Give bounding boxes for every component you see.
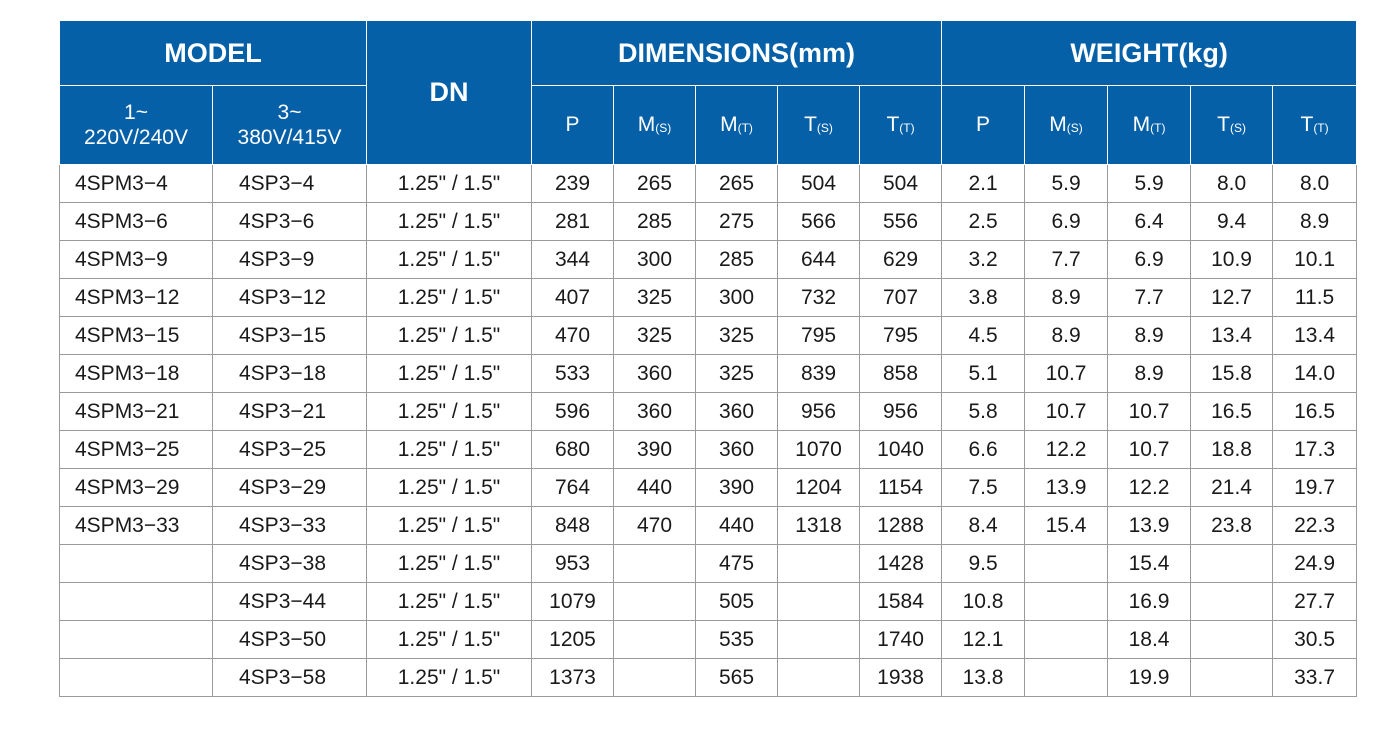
cell-weight-m-s: 10.7 (1025, 355, 1108, 393)
cell-dim-t-t: 858 (860, 355, 942, 393)
cell-weight-t-t: 11.5 (1273, 279, 1357, 317)
cell-weight-m-t: 6.4 (1108, 203, 1191, 241)
cell-dim-t-t: 1288 (860, 507, 942, 545)
table-row (60, 355, 1357, 393)
cell-dn: 1.25" / 1.5" (367, 583, 532, 621)
cell-model-1ph (60, 545, 213, 583)
weight-col-p: P (942, 86, 1025, 165)
cell-weight-m-s: 12.2 (1025, 431, 1108, 469)
cell-model-3ph: 4SP3−50 (213, 621, 367, 659)
cell-weight-m-s: 13.9 (1025, 469, 1108, 507)
cell-weight-m-t: 16.9 (1108, 583, 1191, 621)
cell-dim-t-s: 956 (778, 393, 860, 431)
weight-col-t-s: $T_{(S)}$ (1191, 86, 1273, 165)
table-row (60, 317, 1357, 355)
cell-dn: 1.25" / 1.5" (367, 203, 532, 241)
cell-dim-m-s: 390 (614, 431, 696, 469)
cell-dn: 1.25" / 1.5" (367, 431, 532, 469)
cell-dim-t-t: 1740 (860, 621, 942, 659)
dim-col-p: P (532, 86, 614, 165)
cell-dim-m-s: 285 (614, 203, 696, 241)
cell-dim-m-s: 325 (614, 279, 696, 317)
cell-weight-m-t: 6.9 (1108, 241, 1191, 279)
cell-model-1ph: 4SPM3−18 (60, 355, 213, 393)
table-row (60, 583, 1357, 621)
cell-weight-t-s: 21.4 (1191, 469, 1273, 507)
cell-model-3ph: 4SP3−9 (213, 241, 367, 279)
cell-dim-m-t: 360 (696, 431, 778, 469)
dim-col-m-t: $M_{(T)}$ (696, 86, 778, 165)
cell-dim-p: 239 (532, 165, 614, 203)
cell-dn: 1.25" / 1.5" (367, 507, 532, 545)
cell-model-3ph: 4SP3−38 (213, 545, 367, 583)
dim-col-t-t: $T_{(T)}$ (860, 86, 942, 165)
cell-dim-m-s (614, 545, 696, 583)
cell-dim-p: 470 (532, 317, 614, 355)
cell-weight-t-s (1191, 545, 1273, 583)
cell-weight-m-s: 6.9 (1025, 203, 1108, 241)
cell-weight-p: 2.1 (942, 165, 1025, 203)
cell-dim-m-s: 440 (614, 469, 696, 507)
cell-dim-m-s (614, 621, 696, 659)
dimensions-header: DIMENSIONS(mm) (532, 21, 942, 86)
cell-dim-p: 344 (532, 241, 614, 279)
cell-model-3ph: 4SP3−12 (213, 279, 367, 317)
cell-dim-p: 848 (532, 507, 614, 545)
cell-dim-m-s: 325 (614, 317, 696, 355)
weight-header: WEIGHT(kg) (942, 21, 1357, 86)
cell-dim-t-s: 1204 (778, 469, 860, 507)
cell-weight-t-t: 17.3 (1273, 431, 1357, 469)
cell-weight-t-t: 8.0 (1273, 165, 1357, 203)
cell-model-3ph: 4SP3−15 (213, 317, 367, 355)
cell-dim-m-t: 285 (696, 241, 778, 279)
cell-weight-p: 5.1 (942, 355, 1025, 393)
cell-weight-m-s: 15.4 (1025, 507, 1108, 545)
cell-weight-t-t: 30.5 (1273, 621, 1357, 659)
cell-dim-m-s: 265 (614, 165, 696, 203)
dim-col-m-s: $M_{(S)}$ (614, 86, 696, 165)
cell-dim-t-t: 1040 (860, 431, 942, 469)
cell-dim-m-t: 300 (696, 279, 778, 317)
cell-weight-m-t: 12.2 (1108, 469, 1191, 507)
cell-dim-m-t: 275 (696, 203, 778, 241)
cell-weight-t-s: 12.7 (1191, 279, 1273, 317)
cell-weight-m-t: 15.4 (1108, 545, 1191, 583)
cell-model-3ph: 4SP3−44 (213, 583, 367, 621)
cell-dim-t-s: 732 (778, 279, 860, 317)
cell-dim-m-s (614, 659, 696, 697)
cell-model-1ph: 4SPM3−33 (60, 507, 213, 545)
cell-dim-m-t: 475 (696, 545, 778, 583)
cell-weight-t-s: 9.4 (1191, 203, 1273, 241)
cell-weight-p: 6.6 (942, 431, 1025, 469)
cell-dim-p: 533 (532, 355, 614, 393)
cell-dim-p: 1373 (532, 659, 614, 697)
cell-model-1ph: 4SPM3−9 (60, 241, 213, 279)
table-row (60, 431, 1357, 469)
cell-model-3ph: 4SP3−6 (213, 203, 367, 241)
cell-weight-t-t: 8.9 (1273, 203, 1357, 241)
table-row (60, 203, 1357, 241)
cell-weight-t-s: 23.8 (1191, 507, 1273, 545)
cell-weight-t-t: 10.1 (1273, 241, 1357, 279)
cell-dim-p: 407 (532, 279, 614, 317)
single-phase-header (60, 86, 213, 165)
cell-weight-m-s (1025, 545, 1108, 583)
cell-weight-p: 3.2 (942, 241, 1025, 279)
three-phase-voltage: 380V/415V (237, 126, 342, 149)
table-row (60, 241, 1357, 279)
cell-weight-m-s: 10.7 (1025, 393, 1108, 431)
cell-weight-m-s: 7.7 (1025, 241, 1108, 279)
cell-weight-t-s: 10.9 (1191, 241, 1273, 279)
cell-weight-p: 7.5 (942, 469, 1025, 507)
cell-weight-t-s (1191, 659, 1273, 697)
cell-dim-p: 953 (532, 545, 614, 583)
cell-model-3ph: 4SP3−33 (213, 507, 367, 545)
single-phase-symbol: 1~ (124, 101, 148, 124)
cell-model-1ph: 4SPM3−6 (60, 203, 213, 241)
table-row (60, 659, 1357, 697)
cell-model-3ph: 4SP3−25 (213, 431, 367, 469)
cell-model-1ph: 4SPM3−21 (60, 393, 213, 431)
cell-dn: 1.25" / 1.5" (367, 317, 532, 355)
cell-model-1ph: 4SPM3−15 (60, 317, 213, 355)
cell-dim-m-t: 325 (696, 355, 778, 393)
cell-dim-m-t: 360 (696, 393, 778, 431)
cell-weight-m-t: 7.7 (1108, 279, 1191, 317)
three-phase-symbol: 3~ (277, 101, 302, 124)
cell-dim-p: 680 (532, 431, 614, 469)
cell-weight-p: 9.5 (942, 545, 1025, 583)
cell-dim-t-s (778, 659, 860, 697)
cell-weight-m-t: 10.7 (1108, 393, 1191, 431)
cell-weight-t-t: 22.3 (1273, 507, 1357, 545)
cell-dim-m-s: 470 (614, 507, 696, 545)
model-header: MODEL (60, 21, 367, 86)
weight-col-m-t: $M_{(T)}$ (1108, 86, 1191, 165)
cell-weight-p: 4.5 (942, 317, 1025, 355)
cell-weight-m-t: 8.9 (1108, 317, 1191, 355)
cell-dim-m-t: 535 (696, 621, 778, 659)
cell-dim-t-t: 504 (860, 165, 942, 203)
cell-weight-t-t: 13.4 (1273, 317, 1357, 355)
cell-dim-m-s: 360 (614, 393, 696, 431)
cell-weight-p: 2.5 (942, 203, 1025, 241)
weight-col-t-t: $T_{(T)}$ (1273, 86, 1357, 165)
cell-dim-t-s (778, 545, 860, 583)
cell-dn: 1.25" / 1.5" (367, 279, 532, 317)
cell-weight-t-s: 13.4 (1191, 317, 1273, 355)
cell-weight-m-t: 13.9 (1108, 507, 1191, 545)
cell-dim-t-t: 556 (860, 203, 942, 241)
cell-weight-t-t: 16.5 (1273, 393, 1357, 431)
cell-weight-t-s (1191, 583, 1273, 621)
cell-dim-p: 596 (532, 393, 614, 431)
cell-dn: 1.25" / 1.5" (367, 545, 532, 583)
cell-dim-t-s: 504 (778, 165, 860, 203)
cell-model-1ph: 4SPM3−4 (60, 165, 213, 203)
cell-dim-t-s: 795 (778, 317, 860, 355)
cell-dim-p: 1079 (532, 583, 614, 621)
cell-model-1ph (60, 583, 213, 621)
single-phase-voltage: 220V/240V (84, 126, 188, 149)
cell-weight-p: 8.4 (942, 507, 1025, 545)
cell-dim-m-s (614, 583, 696, 621)
cell-dim-t-s (778, 621, 860, 659)
cell-dim-t-s: 839 (778, 355, 860, 393)
cell-dim-m-t: 265 (696, 165, 778, 203)
cell-weight-m-t: 18.4 (1108, 621, 1191, 659)
cell-dim-t-s: 1070 (778, 431, 860, 469)
header-row-groups (60, 21, 1357, 86)
cell-dim-m-t: 565 (696, 659, 778, 697)
cell-dim-p: 764 (532, 469, 614, 507)
cell-dim-t-s: 566 (778, 203, 860, 241)
cell-weight-p: 12.1 (942, 621, 1025, 659)
cell-dim-m-t: 325 (696, 317, 778, 355)
cell-dim-t-t: 1154 (860, 469, 942, 507)
header-row-columns (60, 86, 1357, 165)
cell-dn: 1.25" / 1.5" (367, 469, 532, 507)
cell-weight-m-t: 5.9 (1108, 165, 1191, 203)
cell-dim-t-t: 707 (860, 279, 942, 317)
weight-col-m-s: $M_{(S)}$ (1025, 86, 1108, 165)
cell-weight-t-s: 16.5 (1191, 393, 1273, 431)
cell-dim-m-s: 300 (614, 241, 696, 279)
cell-dn: 1.25" / 1.5" (367, 241, 532, 279)
cell-dim-t-t: 956 (860, 393, 942, 431)
cell-weight-p: 5.8 (942, 393, 1025, 431)
cell-dim-t-t: 1938 (860, 659, 942, 697)
cell-dn: 1.25" / 1.5" (367, 659, 532, 697)
cell-dim-t-s (778, 583, 860, 621)
cell-dim-t-t: 795 (860, 317, 942, 355)
cell-weight-m-s (1025, 659, 1108, 697)
table-row (60, 165, 1357, 203)
cell-dn: 1.25" / 1.5" (367, 621, 532, 659)
dn-header: DN (367, 21, 532, 165)
cell-dim-p: 281 (532, 203, 614, 241)
cell-dn: 1.25" / 1.5" (367, 165, 532, 203)
cell-weight-m-t: 8.9 (1108, 355, 1191, 393)
cell-dim-t-s: 1318 (778, 507, 860, 545)
cell-weight-m-t: 10.7 (1108, 431, 1191, 469)
cell-weight-t-s (1191, 621, 1273, 659)
cell-dn: 1.25" / 1.5" (367, 355, 532, 393)
cell-weight-m-s: 5.9 (1025, 165, 1108, 203)
cell-weight-m-s: 8.9 (1025, 279, 1108, 317)
pump-spec-table (59, 20, 1357, 697)
cell-weight-p: 13.8 (942, 659, 1025, 697)
cell-weight-t-t: 27.7 (1273, 583, 1357, 621)
cell-dim-t-t: 1428 (860, 545, 942, 583)
cell-weight-t-t: 24.9 (1273, 545, 1357, 583)
cell-dim-t-t: 629 (860, 241, 942, 279)
table-row (60, 507, 1357, 545)
cell-weight-t-s: 15.8 (1191, 355, 1273, 393)
cell-dim-m-t: 505 (696, 583, 778, 621)
cell-model-3ph: 4SP3−4 (213, 165, 367, 203)
cell-model-3ph: 4SP3−58 (213, 659, 367, 697)
cell-model-1ph (60, 659, 213, 697)
cell-model-1ph (60, 621, 213, 659)
cell-dim-m-t: 440 (696, 507, 778, 545)
cell-weight-t-s: 18.8 (1191, 431, 1273, 469)
cell-weight-p: 10.8 (942, 583, 1025, 621)
cell-weight-m-s (1025, 583, 1108, 621)
table-row (60, 621, 1357, 659)
cell-dim-m-s: 360 (614, 355, 696, 393)
cell-dn: 1.25" / 1.5" (367, 393, 532, 431)
cell-weight-t-s: 8.0 (1191, 165, 1273, 203)
cell-model-3ph: 4SP3−21 (213, 393, 367, 431)
table-row (60, 393, 1357, 431)
cell-weight-p: 3.8 (942, 279, 1025, 317)
table-row (60, 279, 1357, 317)
cell-model-1ph: 4SPM3−29 (60, 469, 213, 507)
dim-col-t-s: $T_{(S)}$ (778, 86, 860, 165)
table-row (60, 469, 1357, 507)
table-body (60, 165, 1357, 697)
cell-weight-m-t: 19.9 (1108, 659, 1191, 697)
cell-weight-m-s (1025, 621, 1108, 659)
three-phase-header (213, 86, 367, 165)
cell-model-3ph: 4SP3−29 (213, 469, 367, 507)
cell-weight-t-t: 14.0 (1273, 355, 1357, 393)
cell-weight-t-t: 19.7 (1273, 469, 1357, 507)
cell-model-3ph: 4SP3−18 (213, 355, 367, 393)
cell-dim-p: 1205 (532, 621, 614, 659)
cell-weight-m-s: 8.9 (1025, 317, 1108, 355)
cell-dim-m-t: 390 (696, 469, 778, 507)
cell-weight-t-t: 33.7 (1273, 659, 1357, 697)
table-row (60, 545, 1357, 583)
cell-model-1ph: 4SPM3−25 (60, 431, 213, 469)
cell-model-1ph: 4SPM3−12 (60, 279, 213, 317)
cell-dim-t-s: 644 (778, 241, 860, 279)
cell-dim-t-t: 1584 (860, 583, 942, 621)
